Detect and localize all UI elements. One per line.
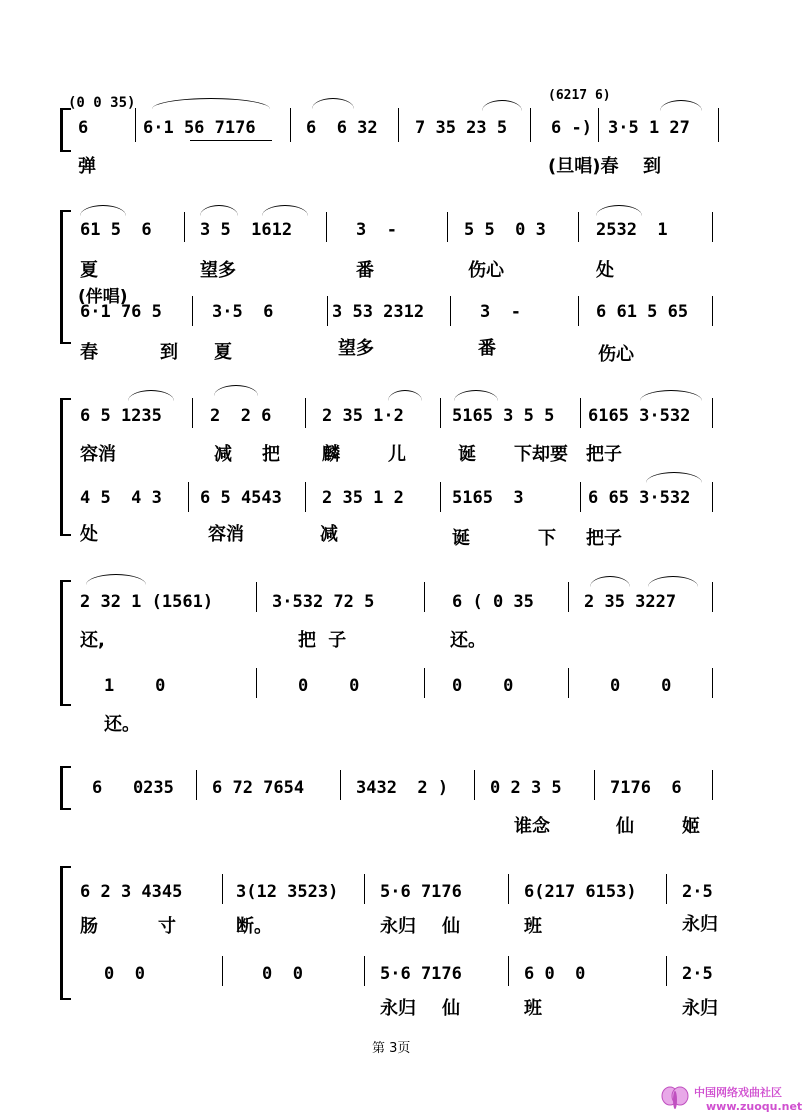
lyric: 班 [524,998,542,1019]
lyric: 还。 [450,630,486,651]
barline [712,770,713,800]
lyric: 处 [596,260,614,281]
measure: 1 0 [104,676,166,696]
barline [712,296,713,326]
lyric: 永归 [380,916,416,937]
measure: 0 0 [104,964,145,984]
lyric: 夏 [80,260,98,281]
measure: 6(217 6153) [524,882,637,902]
barline [440,398,441,428]
lyric: 诞 [458,444,476,465]
measure: 6 61 5 65 [596,302,689,322]
lyric: 春 [80,342,98,363]
system-bracket [60,580,71,706]
slur [646,472,702,483]
lyric: (旦唱)春 到 [548,156,661,177]
lyric: 弹 [78,156,96,177]
lyric: 谁念 [514,816,550,837]
measure: 6 5 1235 [80,406,162,426]
measure: 0 0 [262,964,303,984]
slur [640,390,702,401]
measure: 6 [78,118,89,138]
barline [568,668,569,698]
barline [666,874,667,904]
measure: 3 - [480,302,521,322]
system-bracket [60,210,71,344]
slur [312,98,354,109]
measure: 61 5 6 [80,220,152,240]
measure: 2 35 1 2 [322,488,404,508]
lyric: 把 [262,444,280,465]
slur [454,390,498,401]
measure: 0 0 [452,676,514,696]
lyric: 处 [80,524,98,545]
slur [596,205,642,216]
accompaniment-label: (伴唱) [78,287,128,307]
measure: 0 0 [610,676,672,696]
lyric: 把子 [586,444,622,465]
measure: 2532 1 [596,220,668,240]
measure: 6 72 7654 [212,778,305,798]
slur [152,98,270,109]
measure: 3 - [356,220,397,240]
measure: 2·5 [682,964,713,984]
measure: 4 5 4 3 [80,488,162,508]
page-number: 第 3页 [372,1041,411,1056]
lyric: 减 [320,524,338,545]
barline [290,108,291,142]
lyric: 伤心 [468,260,504,281]
barline [508,956,509,986]
measure: 3·532 72 5 [272,592,375,612]
system-bracket [60,866,71,1000]
measure: 3 5 1612 [200,220,293,240]
barline [192,398,193,428]
barline [712,482,713,512]
measure: 3·5 6 [212,302,274,322]
slur [214,385,258,396]
system-bracket [60,108,71,152]
measure: 6 2 3 4345 [80,882,183,902]
measure: 6·1 76 5 [80,302,162,322]
measure: 3 53 2312 [332,302,425,322]
lyric: 到 [160,342,178,363]
measure: 3·5 1 27 [608,118,690,138]
lyric: 容消 [80,444,116,465]
slur [262,205,308,216]
lyric: 永归 [380,998,416,1019]
barline [598,108,599,142]
slur [128,390,174,401]
barline [256,668,257,698]
watermark [660,1082,802,1116]
measure-pickup: (0 0 35) [68,95,136,111]
barline [578,212,579,242]
barline [222,956,223,986]
measure: 5 5 0 3 [464,220,546,240]
lyric: 断。 [236,916,272,937]
barline [340,770,341,800]
lyric: 还。 [104,714,140,735]
slur [648,576,698,587]
barline [364,874,365,904]
slur [80,205,126,216]
lyric: 把 子 [298,630,347,651]
barline [188,482,189,512]
barline [450,296,451,326]
measure: 7176 6 [610,778,682,798]
lyric: 诞 [452,528,470,549]
barline [192,296,193,326]
lyric: 寸 [158,916,176,937]
measure: 2·5 [682,882,713,902]
measure: 0 0 [298,676,360,696]
measure: 6 6 32 [306,118,378,138]
measure: 5165 3 5 5 [452,406,555,426]
lyric: 望多 [338,338,374,359]
barline [712,668,713,698]
measure: 2 32 1 (1561) [80,592,214,612]
lyric: 番 [356,260,374,281]
lyric: 儿 [388,444,406,465]
butterfly-icon [660,1084,690,1114]
barline [184,212,185,242]
barline [530,108,531,142]
measure: 6 ( 0 35 [452,592,534,612]
system-bracket [60,398,71,536]
barline [256,582,257,612]
barline [712,212,713,242]
lyric: 仙 [442,998,460,1019]
barline [326,212,327,242]
barline [568,582,569,612]
barline [424,582,425,612]
barline [712,582,713,612]
system-bracket [60,766,71,810]
barline [580,398,581,428]
barline [594,770,595,800]
measure: 6 65 3·532 [588,488,691,508]
slur [388,390,422,401]
measure: 0 2 3 5 [490,778,562,798]
measure: 6165 3·532 [588,406,691,426]
measure: 6 0 0 [524,964,586,984]
watermark-line2: www.zuoqu.net [706,1100,802,1113]
slur [660,100,702,111]
barline [712,398,713,428]
lyric: 减 [214,444,232,465]
lyric: 班 [524,916,542,937]
lyric: 容消 [208,524,244,545]
lyric: 还, [80,630,105,651]
lyric: 伤心 [598,344,634,365]
measure: 3432 2 ) [356,778,449,798]
lyric: 夏 [214,342,232,363]
lyric: 麟 [322,444,340,465]
measure: 2 35 3227 [584,592,677,612]
measure: 5·6 7176 [380,882,462,902]
underline [190,140,272,141]
measure: 3(12 3523) [236,882,339,902]
barline [440,482,441,512]
measure: 6·1 56 7176 [143,118,256,138]
barline [424,668,425,698]
lyric: 把子 [586,528,622,549]
barline [474,770,475,800]
barline [578,296,579,326]
barline [135,108,136,142]
lyric: 仙 [616,816,634,837]
lyric: 肠 [80,916,98,937]
measure: 7 35 23 5 [415,118,508,138]
barline [718,108,719,142]
lyric: 永归 [682,914,718,935]
measure: 6 0235 [92,778,174,798]
measure: 2 2 6 [210,406,272,426]
lyric: 仙 [442,916,460,937]
barline [666,956,667,986]
barline [305,398,306,428]
lyric: 番 [478,338,496,359]
measure-bracket-note: (6217 6) [548,88,611,103]
slur [86,574,146,585]
slur [590,576,630,587]
barline [580,482,581,512]
measure: 2 35 1·2 [322,406,404,426]
barline [305,482,306,512]
barline [364,956,365,986]
measure: 5165 3 [452,488,524,508]
measure: 6 -) [551,118,592,138]
lyric: 姬 [682,816,700,837]
barline [196,770,197,800]
measure: 6 5 4543 [200,488,282,508]
barline [508,874,509,904]
slur [200,205,238,216]
barline [398,108,399,142]
barline [222,874,223,904]
measure: 5·6 7176 [380,964,462,984]
slur [482,100,522,111]
lyric: 永归 [682,998,718,1019]
lyric: 下 [538,528,556,549]
barline [327,296,328,326]
watermark-line1: 中国网络戏曲社区 [694,1086,782,1099]
lyric: 下却要 [514,444,568,465]
barline [447,212,448,242]
lyric: 望多 [200,260,236,281]
